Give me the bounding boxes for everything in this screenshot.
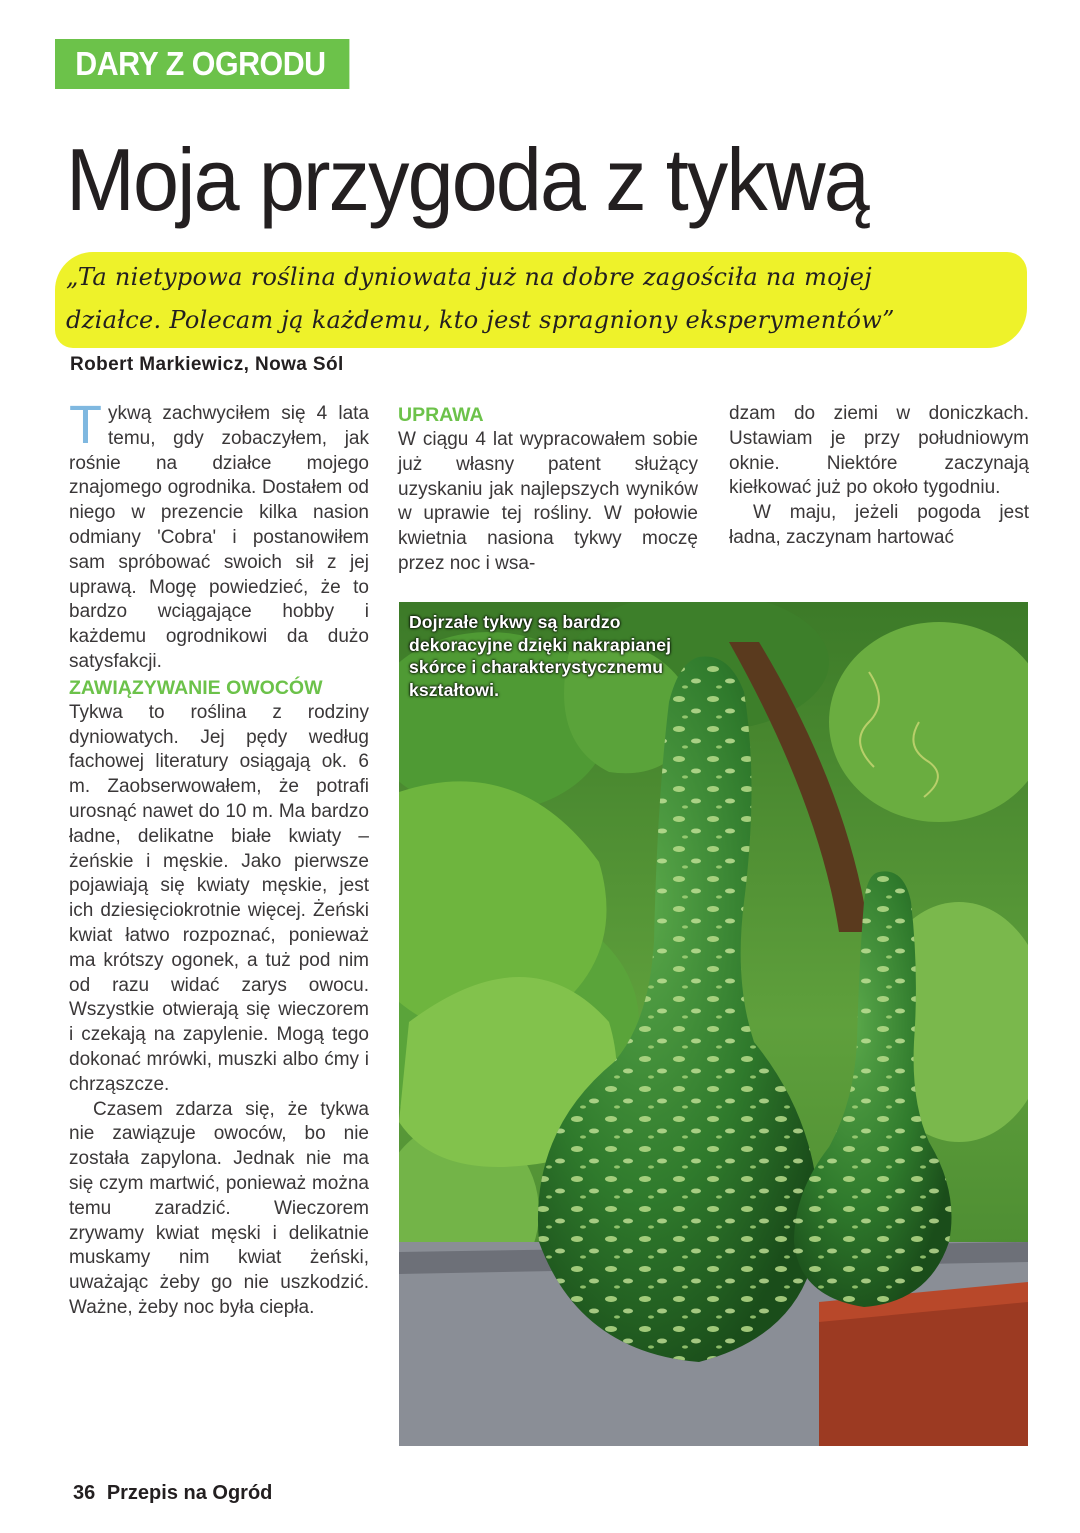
section-label: DARY Z OGRODU [55, 39, 349, 89]
intro-paragraph [69, 395, 369, 675]
photo-caption: Dojrzałe tykwy są bardzo dekoracyjne dzięki nakrapianej skórce i charakterystycznemu kształtowi. [409, 612, 672, 700]
byline: Robert Markiewicz, Nowa Sól [70, 354, 344, 375]
column-2 [398, 402, 698, 577]
page-footer [73, 1480, 278, 1506]
column-1 [69, 395, 369, 1321]
lead-line-2: działce. Polecam ją każdemu, kto jest spragniony eksperymentów” [66, 306, 895, 334]
lead-line-1: „Ta nietypowa roślina dyniowata już na dobre zagościła na mojej [66, 263, 872, 291]
column-3 [729, 402, 1029, 551]
page-number: 36 [73, 1482, 96, 1504]
intro-text: ykwą zachwyciłem się 4 lata temu, gdy zobaczyłem, jak rośnie na działce mojego znajomego ogrodnika. Dostałem od niego w prezencie kilka nasion odmiany 'Cobra' i postanowiłem sam spróbować swoich sił z jej uprawą. Mogę powiedzieć, że to bardzo wciągające hobby i każdemu ogrodnikowi da dużo satysfakcji. [69, 403, 369, 672]
section-heading-cultivation: UPRAWA [398, 404, 484, 426]
body-paragraph: dzam do ziemi w doniczkach. Ustawiam je przy południowym oknie. Niektóre zaczynają kiełkować już po około tygodniu. [729, 403, 1029, 499]
section-heading-fruiting: ZAWIĄZYWANIE OWOCÓW [69, 676, 323, 699]
body-paragraph: W maju, jeżeli pogoda jest ładna, zaczynam hartować [729, 502, 1029, 548]
article-headline: Moja przygoda z tykwą [66, 130, 868, 229]
magazine-name: Przepis na Ogród [106, 1482, 273, 1504]
gourd-photo [399, 602, 1028, 1446]
body-paragraph: Tykwa to roślina z rodziny dyniowatych. Jej pędy według fachowej literatury osiągają ok. 6 m. Zaobserwowałem, że potrafi urosnąć nawet do 10 m. Ma bardzo ładne, delikatne białe kwiaty – żeńskie i męskie. Jako pierwsze pojawiają się kwiaty męskie, jest ich dziesięciokrotnie więcej. Żeński kwiat łatwo rozpoznać, ponieważ ma krótszy ogonek, a tuż pod nim od razu widać zarys owocu. Wszystkie otwierają się wieczorem i czekają na zapylenie. Mogą tego dokonać mrówki, muszki albo ćmy i chrząszcze. [69, 701, 369, 1095]
body-paragraph: Czasem zdarza się, że tykwa nie zawiązuje owoców, bo nie została zapylona. Jednak nie ma się czym martwić, ponieważ można temu zaradzić. Wieczorem zrywamy kwiat męski i delikatnie muskamy nim kwiat żeński, uważając żeby go nie uszkodzić. Ważne, żeby noc była ciepła. [69, 1098, 369, 1318]
body-paragraph: W ciągu 4 lat wypracowałem sobie już własny patent służący uzyskaniu jak najlepszych wyników w uprawie tej rośliny. W połowie kwietnia nasiona tykwy moczę przez noc i wsa- [398, 429, 698, 574]
drop-cap: T [69, 395, 102, 455]
lead-quote [66, 256, 1016, 342]
